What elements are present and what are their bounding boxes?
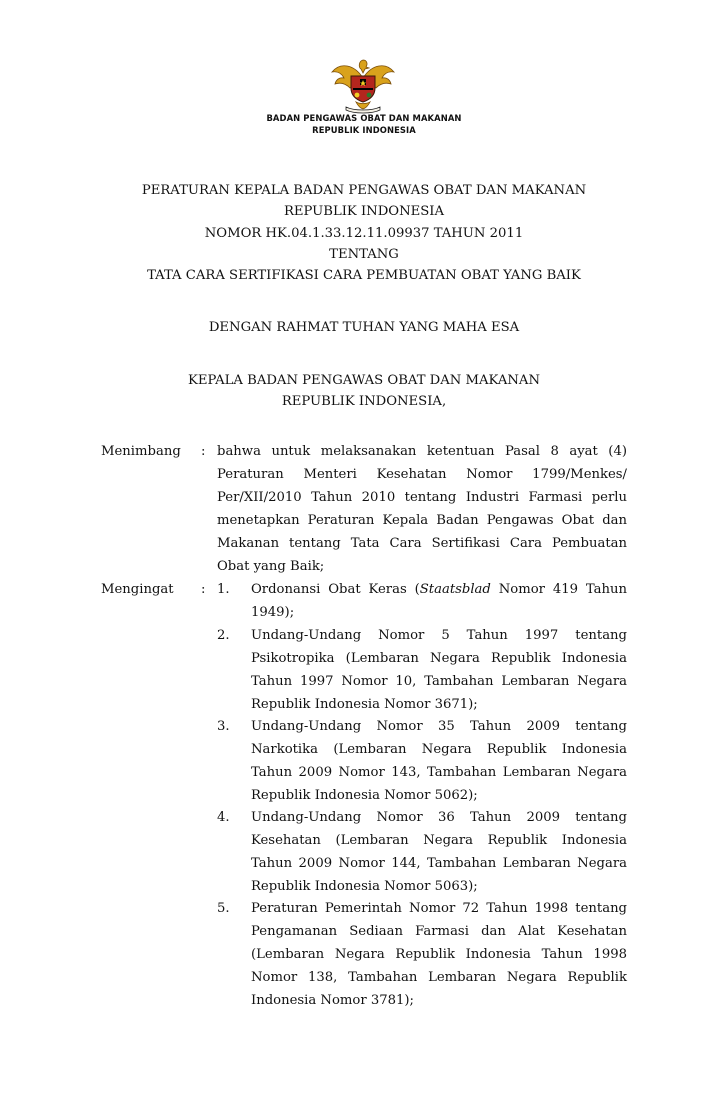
mengingat-colon: :	[201, 582, 206, 597]
mengingat-label: Mengingat	[101, 582, 174, 597]
item-number: 4.	[217, 810, 230, 825]
mengingat-item-1	[251, 578, 627, 624]
item-text: Nomor 419 Tahun 1949);	[251, 582, 628, 620]
item-text-italic: Staatsblad	[419, 582, 491, 597]
organization-country: REPUBLIK INDONESIA	[312, 125, 416, 135]
menimbang-colon: :	[201, 444, 206, 459]
menimbang-text: bahwa untuk melaksanakan ketentuan Pasal 8 ayat (4) Peraturan Menteri Kesehatan Nomor 1799/Menkes/ Per/XII/2010 Tahun 2010 tentang Industri Farmasi perlu menetapkan Peraturan Kepala Badan Pengawas Obat dan Makanan tentang Tata Cara Sertifikasi Cara Pembuatan Obat yang Baik;	[217, 444, 627, 574]
title-line: PERATURAN KEPALA BADAN PENGAWAS OBAT DAN MAKANAN	[141, 183, 587, 198]
regulation-title	[60, 180, 668, 286]
authority-line: REPUBLIK INDONESIA,	[281, 394, 447, 409]
authority-line: KEPALA BADAN PENGAWAS OBAT DAN MAKANAN	[188, 373, 540, 388]
title-line: REPUBLIK INDONESIA	[283, 204, 445, 220]
item-text: Ordonansi Obat Keras (	[251, 582, 420, 597]
mengingat-item-5: Peraturan Pemerintah Nomor 72 Tahun 1998 tentang Pengamanan Sediaan Farmasi dan Alat Kesehatan (Lembaran Negara Republik Indonesia Tahun 1998 Nomor 138, Tambahan Lembaran Negara Republik Indonesia Nomor 3781);	[251, 901, 627, 1008]
item-number: 2.	[217, 628, 230, 643]
item-number: 1.	[217, 582, 230, 597]
mengingat-item-4: Undang-Undang Nomor 36 Tahun 2009 tentang Kesehatan (Lembaran Negara Republik Indonesia Tahun 2009 Nomor 144, Tambahan Lembaran Negara Republik Indonesia Nomor 5063);	[251, 810, 627, 894]
mengingat-item-2: Undang-Undang Nomor 5 Tahun 1997 tentang Psikotropika (Lembaran Negara Republik Indonesia Tahun 1997 Nomor 10, Tambahan Lembaran Negara Republik Indonesia Nomor 3671);	[251, 628, 627, 712]
blessing-line: DENGAN RAHMAT TUHAN YANG MAHA ESA	[208, 320, 520, 335]
menimbang-label: Menimbang	[101, 444, 181, 459]
title-line: TATA CARA SERTIFIKASI CARA PEMBUATAN OBAT YANG BAIK	[147, 268, 581, 284]
title-line: NOMOR HK.04.1.33.12.11.09937 TAHUN 2011	[204, 225, 524, 241]
garuda-emblem-icon	[330, 56, 396, 114]
organization-name: BADAN PENGAWAS OBAT DAN MAKANAN	[266, 113, 462, 123]
title-line: TENTANG	[329, 246, 399, 262]
mengingat-item-3: Undang-Undang Nomor 35 Tahun 2009 tentang Narkotika (Lembaran Negara Republik Indonesia Tahun 2009 Nomor 143, Tambahan Lembaran Negara Republik Indonesia Nomor 5062);	[251, 719, 627, 803]
item-number: 5.	[217, 901, 230, 916]
item-number: 3.	[217, 719, 230, 734]
